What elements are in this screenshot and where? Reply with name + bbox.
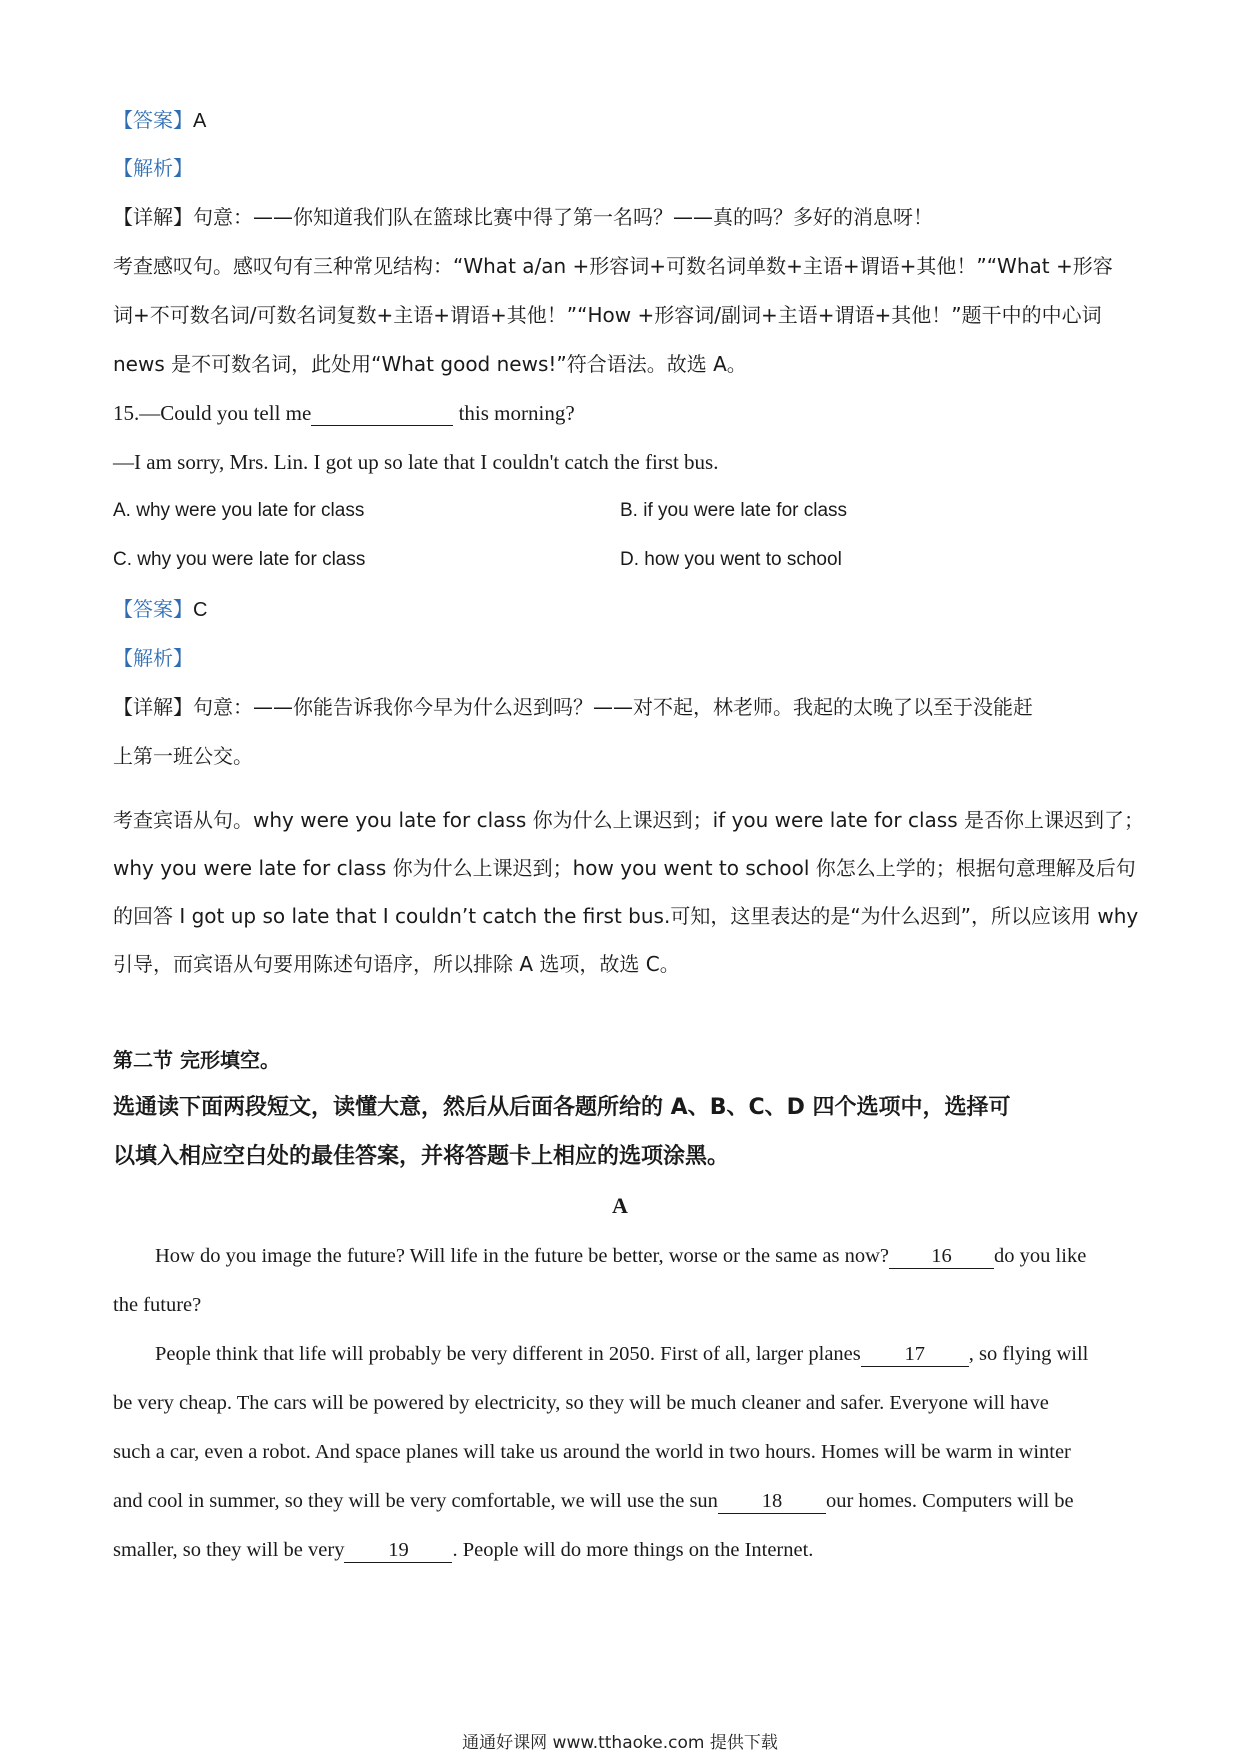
q15-blank xyxy=(311,401,453,426)
q15-stem xyxy=(113,398,1133,428)
passage-text: How do you image the future? Will life in the future be better, worse or the same as now? xyxy=(155,1245,890,1267)
q15-option-d: D. how you went to school xyxy=(620,549,842,570)
q15-analysis-label: 【解析】 xyxy=(113,646,193,670)
q14-detail-line-1: 【详解】句意：——你知道我们队在篮球比赛中得了第一名吗？——真的吗？多好的消息呀！ xyxy=(113,205,933,229)
answer-label: 【答案】 xyxy=(113,108,193,132)
q15-explain-line-2: why you were late for class 你为什么上课迟到；how you went to school 你怎么上学的；根据句意理解及后句 xyxy=(113,856,1136,880)
blank-17: 17 xyxy=(861,1342,969,1367)
q15-detail-line-1: 【详解】句意：——你能告诉我你今早为什么迟到吗？——对不起，林老师。我起的太晚了以至于没能赶 xyxy=(113,695,1033,719)
q15-explain-line-3: 的回答 I got up so late that I couldn’t catch the first bus.可知，这里表达的是“为什么迟到”，所以应该用 why xyxy=(113,904,1139,928)
q15-reply: —I am sorry, Mrs. Lin. I got up so late that I couldn't catch the first bus. xyxy=(113,450,719,474)
passage-line-3 xyxy=(155,1339,1175,1369)
q14-detail-line-2: 考查感叹句。感叹句有三种常见结构：“What a/an +形容词+可数名词单数+主语+谓语+其他！”“What +形容 xyxy=(113,254,1113,278)
passage-line-2: the future? xyxy=(113,1294,202,1316)
passage-text: People think that life will probably be very different in 2050. First of all, larger planes xyxy=(155,1343,861,1365)
section-instruction-line-2: 以填入相应空白处的最佳答案，并将答题卡上相应的选项涂黑。 xyxy=(113,1144,730,1169)
passage-line-5: such a car, even a robot. And space planes will take us around the world in two hours. Homes will be warm in winter xyxy=(113,1441,1071,1463)
passage-text: do you like xyxy=(994,1245,1087,1267)
answer-value: A xyxy=(193,110,207,132)
blank-19: 19 xyxy=(344,1538,452,1563)
q15-stem-prefix: 15.—Could you tell me xyxy=(113,401,312,425)
passage-line-4: be very cheap. The cars will be powered by electricity, so they will be much cleaner and safer. Everyone will have xyxy=(113,1392,1049,1414)
q15-detail-line-2: 上第一班公交。 xyxy=(113,744,253,768)
q15-stem-suffix: this morning? xyxy=(458,401,575,425)
passage-line-1 xyxy=(155,1241,1175,1271)
section-instruction-line-1: 选通读下面两段短文，读懂大意，然后从后面各题所给的 A、B、C、D 四个选项中，选择可 xyxy=(113,1095,1011,1120)
q14-analysis-label: 【解析】 xyxy=(113,156,193,180)
q15-option-b: B. if you were late for class xyxy=(620,500,848,521)
q15-answer-line xyxy=(113,594,1133,625)
q15-explain-line-4: 引导，而宾语从句要用陈述句语序，所以排除 A 选项，故选 C。 xyxy=(113,952,680,976)
passage-text: and cool in summer, so they will be very comfortable, we will use the sun xyxy=(113,1490,718,1512)
passage-line-7 xyxy=(113,1535,1133,1565)
footer-credit: 通通好课网 www.tthaoke.com 提供下载 xyxy=(462,1733,778,1753)
passage-line-6 xyxy=(113,1486,1133,1516)
passage-text: . People will do more things on the Internet. xyxy=(452,1539,814,1561)
q15-option-a: A. why were you late for class xyxy=(113,500,365,521)
section-title: 第二节 完形填空。 xyxy=(113,1048,280,1072)
blank-16: 16 xyxy=(889,1244,994,1269)
answer-value: C xyxy=(193,599,208,621)
passage-text: smaller, so they will be very xyxy=(113,1539,345,1561)
blank-18: 18 xyxy=(718,1489,826,1514)
q14-answer-line xyxy=(113,105,1133,136)
q15-explain-line-1: 考查宾语从句。why were you late for class 你为什么上课迟到；if you were late for class 是否你上课迟到了； xyxy=(113,808,1144,832)
q14-detail-line-4: news 是不可数名词，此处用“What good news!”符合语法。故选 A。 xyxy=(113,352,747,376)
passage-text: our homes. Computers will be xyxy=(825,1490,1074,1512)
answer-label: 【答案】 xyxy=(113,597,193,621)
q15-option-c: C. why you were late for class xyxy=(113,549,366,570)
passage-text: , so flying will xyxy=(968,1343,1089,1365)
passage-label: A xyxy=(612,1193,628,1218)
q14-detail-line-3: 词+不可数名词/可数名词复数+主语+谓语+其他！”“How +形容词/副词+主语+谓语+其他！”题干中的中心词 xyxy=(113,303,1102,327)
